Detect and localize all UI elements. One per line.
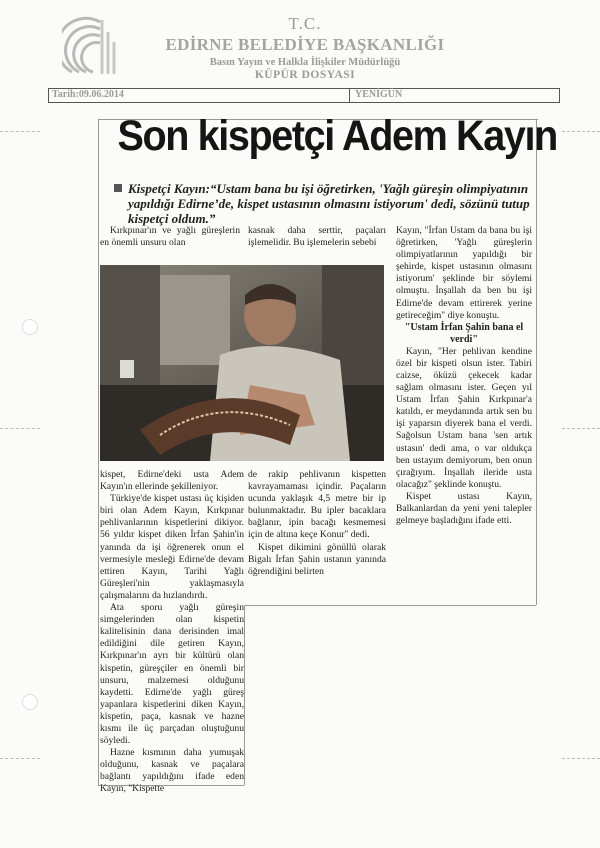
column-1-top xyxy=(100,225,240,249)
punch-hole-top xyxy=(22,319,38,335)
clipping-border xyxy=(98,119,99,785)
lead-bullet xyxy=(114,184,122,192)
newspaper-name: YENİGÜN xyxy=(355,89,403,100)
paragraph: Türkiye'de kispet ustası üç kişiden biri olan Adem Kayın, Kırkpınar pehlivanlarının kispetlerini dikiyor. 56 yıldır kispet diken İrfan Şahin'in yanında da işi öğrenerek onun el vermesiyle mesleği Edirne'de devam ettiren Kayın, Tarihi Yağlı Güreşleri'nin yaklaşmasıyla çalışmalarını da hızlandırdı. xyxy=(100,493,244,601)
column-2-top xyxy=(248,225,386,249)
letterhead xyxy=(150,14,460,81)
paragraph: Kırkpınar'ın ve yağlı güreşlerin en önemli unsuru olan xyxy=(100,225,240,249)
article-headline: Son kispetçi Adem Kayın xyxy=(117,112,557,160)
margin-dash xyxy=(562,758,600,759)
paragraph: Hazne kısmının daha yumuşak olduğunu, kasnak ve paçalara bağlantı yapıldığını ifade eden Kayın, "Kispette xyxy=(100,747,244,795)
margin-dash xyxy=(0,131,40,132)
municipality-logo xyxy=(62,12,132,82)
margin-dash xyxy=(0,428,40,429)
margin-dash xyxy=(562,131,600,132)
paragraph: kispet, Edirne'deki usta Adem Kayın'ın ellerinde şekilleniyor. xyxy=(100,469,244,493)
tc-label: T.C. xyxy=(288,14,322,33)
article-lead: Kispetçi Kayın:“Ustam bana bu işi öğretirken, 'Yağlı güreşin olimpiyatının yapıldığı Edirne’de, kispet ustasının olmasını istiyorum' dedi, sözünü tutup kispetçi oldum.” xyxy=(128,181,530,226)
clipping-border xyxy=(244,605,536,606)
margin-dash xyxy=(0,758,40,759)
article-subhead: "Ustam İrfan Şahin bana el verdi" xyxy=(404,321,524,345)
margin-dash xyxy=(562,428,600,429)
paragraph: Kispet ustası Kayın, Balkanlardan da yeni yeni talepler gelmeye başladığını ifade etti. xyxy=(396,490,532,527)
paragraph: Kayın, "Her pehlivan kendine özel bir kispeti olsun ister. Tabiri caizse, öküzü çekecek kadar sağlam olmasını ister. Geçen yıl Ustam İrfan Şahin Kırkpınar'a katıldı, er meydanında artık sen bu işi yaparsın diyerek bana el verdi. Sağolsun Ustam bana 'sen artık ustasın' dedi ama, o var oldukça ben ustayım demiyorum, ben onun çırağıyım. İnşallah ileride usta olacağız" şeklinde konuştu. xyxy=(396,345,532,490)
column-1-bottom xyxy=(100,469,244,796)
column-2-bottom xyxy=(248,469,386,578)
paragraph: Kayın, "İrfan Ustam da bana bu işi öğretirken, 'Yağlı güreşlerin olimpiyatlarının yapıldığı bir şehirde, kispet ustasının olmasını istiyorum' şeklinde bir söylemi olmuştu. İnşallah da ben bu işi Edirne'de devam ettirerek yerine getireceğim" diye konuştu. xyxy=(396,225,532,321)
info-bar-divider xyxy=(349,89,350,102)
office-name: EDİRNE BELEDİYE BAŞKANLIĞI xyxy=(165,35,445,54)
department-name: Basın Yayın ve Halkla İlişkiler Müdürlüğü xyxy=(209,57,401,68)
paragraph: Kispet dikimini gönüllü olarak Bigalı İrfan Şahin ustanın yanında öğrendiğini belirten xyxy=(248,541,386,577)
paragraph: de rakip pehlivanın kispetten kavrayamaması içindir. Paçaların ucunda yaklaşık 4,5 metre bir ip bulunmaktadır. Bu ipler bacaklara bağlanır, ipin bacağı kesmemesi için de altına keçe Konur" dedi. xyxy=(248,469,386,541)
article-photo xyxy=(100,265,384,461)
punch-hole-bottom xyxy=(22,694,38,710)
clipping-border xyxy=(244,605,245,785)
paragraph: kasnak daha serttir, paçaları işlemelidir. Bu işlemelerin sebebi xyxy=(248,225,386,249)
file-type-label: KÜPÜR DOSYASI xyxy=(254,69,356,81)
column-3 xyxy=(396,225,532,527)
clipping-info-bar xyxy=(48,88,560,103)
paragraph: Ata sporu yağlı güreşin simgelerinden olan kispetin kalitelisinin dana derisinden imal edildiğini dile getiren Kayın, Kırkpınar'ın ayrı bir kültürü olan kispetin, güreşçiler en önemli bir unsuru, malzemesi olduğunu kaydetti. Edirne'de yağlı güreş yapanlara kispetlerini diken Kayın, kispetin, paça, kasnak ve hazne kısmı ile üç parçadan oluştuğunu söyledi. xyxy=(100,602,244,747)
clipping-date: Tarih:09.06.2014 xyxy=(52,89,124,100)
